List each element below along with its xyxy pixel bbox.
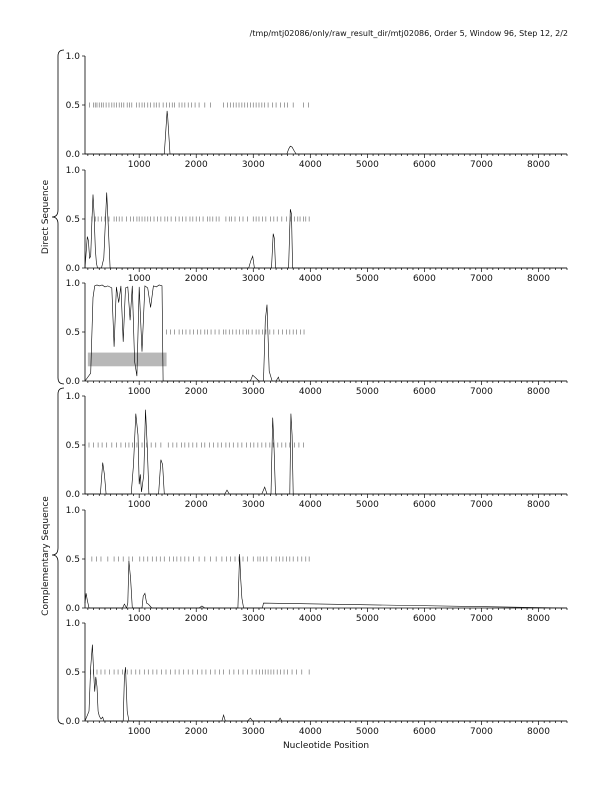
x-tick-label: 6000 <box>412 614 436 624</box>
x-tick-label: 7000 <box>469 614 493 624</box>
chart-panels <box>66 52 567 737</box>
figure-header: /tmp/mtj02086/only/raw_result_dir/mtj02086, Order 5, Window 96, Step 12, 2/2 <box>249 29 568 38</box>
x-tick-label: 4000 <box>298 160 322 170</box>
panel-6 <box>66 619 567 737</box>
y-tick-label: 1.0 <box>65 619 80 629</box>
y-tick-label: 1.0 <box>65 392 80 402</box>
x-tick-label: 4000 <box>298 274 322 284</box>
panel-2 <box>66 166 567 284</box>
complementary-sequence-label: Complementary Sequence <box>41 496 51 616</box>
x-tick-label: 3000 <box>241 387 265 397</box>
x-tick-label: 6000 <box>412 727 436 737</box>
x-tick-label: 3000 <box>241 614 265 624</box>
x-tick-label: 5000 <box>355 387 379 397</box>
y-tick-label: 0.5 <box>65 328 80 338</box>
panel-1 <box>66 52 567 170</box>
y-tick-label: 0.5 <box>65 555 80 565</box>
x-tick-label: 3000 <box>241 500 265 510</box>
y-tick-label: 1.0 <box>65 506 80 516</box>
x-tick-label: 6000 <box>412 387 436 397</box>
series-line <box>85 645 567 721</box>
x-tick-label: 7000 <box>469 160 493 170</box>
x-tick-label: 2000 <box>184 614 208 624</box>
x-tick-label: 6000 <box>412 500 436 510</box>
x-tick-label: 1000 <box>127 160 151 170</box>
panel-5 <box>66 506 567 624</box>
x-tick-label: 6000 <box>412 160 436 170</box>
x-tick-label: 4000 <box>298 500 322 510</box>
series-line <box>85 193 567 269</box>
y-tick-label: 1.0 <box>65 52 80 62</box>
x-tick-label: 5000 <box>355 614 379 624</box>
x-tick-label: 8000 <box>527 274 550 284</box>
x-tick-label: 7000 <box>469 387 493 397</box>
x-tick-label: 8000 <box>527 614 550 624</box>
x-tick-label: 2000 <box>184 274 208 284</box>
y-tick-label: 0.5 <box>65 668 80 678</box>
x-tick-label: 8000 <box>527 387 550 397</box>
x-tick-label: 7000 <box>469 500 493 510</box>
x-tick-label: 1000 <box>127 614 151 624</box>
y-tick-label: 0.0 <box>65 490 80 500</box>
x-tick-label: 8000 <box>527 727 550 737</box>
highlight-region <box>88 353 167 367</box>
x-tick-label: 6000 <box>412 274 436 284</box>
complementary-sequence-brace <box>52 388 64 724</box>
x-tick-label: 3000 <box>241 274 265 284</box>
x-tick-label: 4000 <box>298 387 322 397</box>
x-tick-label: 1000 <box>127 387 151 397</box>
y-tick-label: 0.0 <box>65 717 80 727</box>
x-tick-label: 5000 <box>355 727 379 737</box>
x-tick-label: 2000 <box>184 387 208 397</box>
x-axis-title: Nucleotide Position <box>282 741 370 751</box>
x-tick-label: 5000 <box>355 160 379 170</box>
x-tick-label: 2000 <box>184 727 208 737</box>
y-tick-label: 0.5 <box>65 101 80 111</box>
y-tick-label: 1.0 <box>65 166 80 176</box>
x-tick-label: 7000 <box>469 727 493 737</box>
direct-sequence-brace <box>52 50 64 384</box>
x-tick-label: 4000 <box>298 727 322 737</box>
x-tick-label: 7000 <box>469 274 493 284</box>
panel-4 <box>66 392 567 510</box>
x-tick-label: 8000 <box>527 500 550 510</box>
x-tick-label: 2000 <box>184 160 208 170</box>
x-tick-label: 5000 <box>355 500 379 510</box>
y-tick-label: 0.5 <box>65 215 80 225</box>
series-line <box>85 285 567 381</box>
x-tick-label: 2000 <box>184 500 208 510</box>
x-tick-label: 1000 <box>127 727 151 737</box>
y-tick-label: 0.0 <box>65 377 80 387</box>
y-tick-label: 0.0 <box>65 604 80 614</box>
x-tick-label: 3000 <box>241 160 265 170</box>
panel-3 <box>66 279 567 397</box>
series-line <box>85 554 567 608</box>
x-tick-label: 4000 <box>298 614 322 624</box>
x-tick-label: 3000 <box>241 727 265 737</box>
x-tick-label: 5000 <box>355 274 379 284</box>
x-tick-label: 1000 <box>127 500 151 510</box>
y-tick-label: 0.5 <box>65 441 80 451</box>
series-line <box>85 410 567 494</box>
x-tick-label: 8000 <box>527 160 550 170</box>
x-tick-label: 1000 <box>127 274 151 284</box>
y-tick-label: 0.0 <box>65 264 80 274</box>
y-tick-label: 0.0 <box>65 150 80 160</box>
direct-sequence-label: Direct Sequence <box>41 179 51 255</box>
series-line <box>85 111 567 154</box>
y-tick-label: 1.0 <box>65 279 80 289</box>
